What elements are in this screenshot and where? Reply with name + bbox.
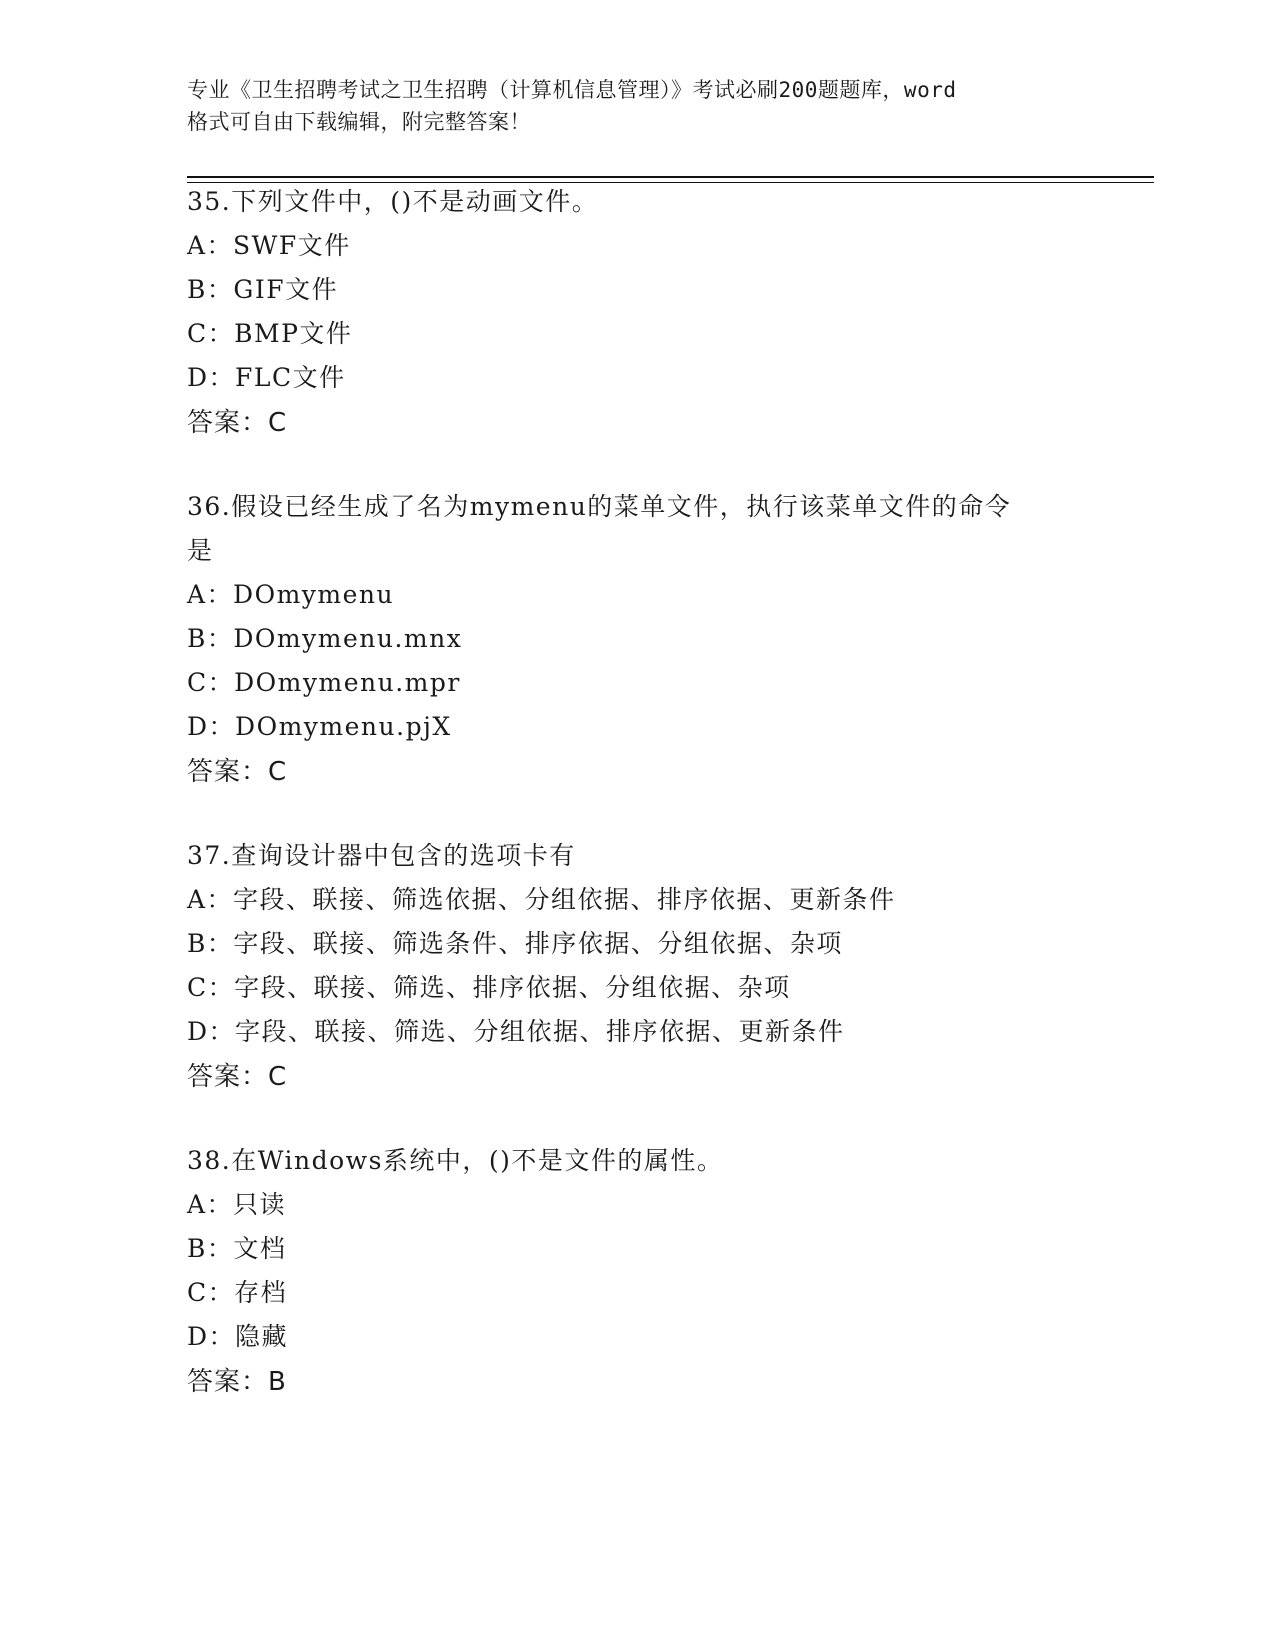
question-stem: 37.查询设计器中包含的选项卡有: [187, 841, 576, 870]
option-b: B：DOmymenu.mnx: [187, 624, 463, 653]
question-stem-continued: 是: [187, 536, 214, 565]
option-d: D：DOmymenu.pjX: [187, 712, 452, 741]
option-b: B：文档: [187, 1234, 287, 1263]
question-stem: 36.假设已经生成了名为mymenu的菜单文件，执行该菜单文件的命令: [187, 492, 1012, 521]
option-a: A：DOmymenu: [187, 580, 395, 609]
question-38: [187, 1139, 1067, 1405]
answer-label: 答案：C: [187, 1062, 288, 1092]
question-stem: 35.下列文件中，()不是动画文件。: [187, 187, 599, 216]
header-divider-thick: [187, 176, 1154, 178]
option-a: A：字段、联接、筛选依据、分组依据、排序依据、更新条件: [187, 885, 896, 914]
option-d: D：FLC文件: [187, 363, 346, 392]
question-stem: 38.在Windows系统中，()不是文件的属性。: [187, 1146, 724, 1175]
option-a: A：只读: [187, 1190, 287, 1219]
question-37: [187, 834, 1067, 1100]
option-c: C：BMP文件: [187, 319, 353, 348]
option-b: B：GIF文件: [187, 275, 339, 304]
question-36: [187, 485, 1067, 795]
answer-label: 答案：B: [187, 1367, 287, 1397]
option-d: D：隐藏: [187, 1322, 289, 1351]
document-header: [187, 74, 1087, 138]
option-c: C：字段、联接、筛选、排序依据、分组依据、杂项: [187, 973, 791, 1002]
header-line-2: 格式可自由下载编辑，附完整答案！: [187, 110, 531, 134]
question-35: [187, 180, 1067, 446]
option-c: C：DOmymenu.mpr: [187, 668, 461, 697]
option-b: B：字段、联接、筛选条件、排序依据、分组依据、杂项: [187, 929, 843, 958]
option-d: D：字段、联接、筛选、分组依据、排序依据、更新条件: [187, 1017, 845, 1046]
option-a: A：SWF文件: [187, 231, 351, 260]
answer-label: 答案：C: [187, 757, 288, 787]
header-line-1: 专业《卫生招聘考试之卫生招聘（计算机信息管理）》考试必刷200题题库，word: [187, 78, 957, 102]
answer-label: 答案：C: [187, 408, 288, 438]
option-c: C：存档: [187, 1278, 288, 1307]
